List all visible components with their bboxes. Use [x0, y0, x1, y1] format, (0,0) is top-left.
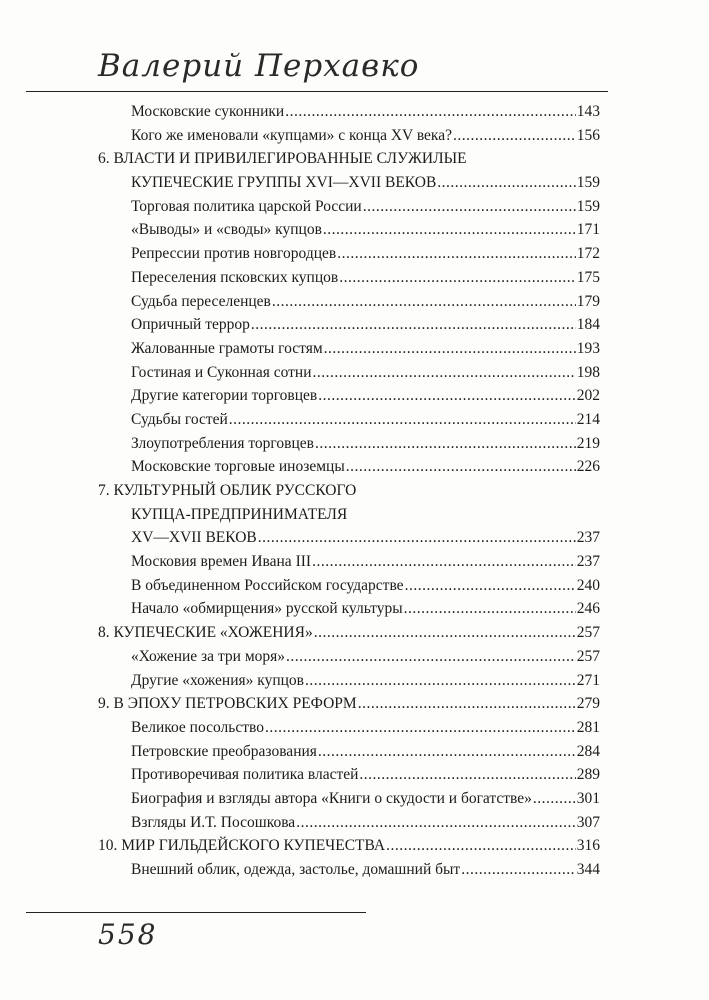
toc-entry-title: Кого же именовали «купцами» с конца XV века?	[131, 126, 452, 144]
leader-dots	[286, 645, 576, 669]
leader-dots	[285, 100, 576, 124]
toc-entry[interactable]	[98, 763, 600, 787]
toc-entry[interactable]	[98, 574, 600, 598]
toc-entry-page: 202	[576, 387, 600, 405]
toc-entry-page: 159	[576, 197, 600, 215]
toc-entry[interactable]	[98, 384, 600, 408]
leader-dots	[312, 550, 576, 574]
leader-dots	[314, 621, 576, 645]
toc-entry-title: Начало «обмирщения» русской культуры	[131, 600, 403, 618]
chapter-8-page: 257	[576, 624, 600, 642]
toc-entry-title: Другие «хожения» купцов	[131, 671, 304, 689]
toc-entry-title: Московские торговые иноземцы	[131, 458, 345, 476]
toc-entry[interactable]	[98, 787, 600, 811]
toc-entry[interactable]	[98, 858, 600, 882]
toc-entry-title: Взгляды И.Т. Посошкова	[131, 813, 296, 831]
leader-dots	[265, 716, 576, 740]
toc-entry-title: Гостиная и Суконная сотни	[131, 363, 312, 381]
header-rule	[26, 91, 608, 92]
leader-dots	[386, 834, 576, 858]
toc-entry[interactable]	[98, 740, 600, 764]
leader-dots	[313, 361, 576, 385]
chapter-7-title-line3: XV—XVII ВЕКОВ	[131, 529, 257, 547]
toc-entry-title: «Выводы» и «своды» купцов	[131, 221, 322, 239]
leader-dots	[405, 574, 576, 598]
leader-dots	[258, 526, 576, 550]
toc-entry-page: 246	[576, 600, 600, 618]
toc-entry-title: Репрессии против новгородцев	[131, 245, 337, 263]
chapter-8-heading[interactable]	[98, 621, 600, 645]
toc-entry-page: 344	[576, 861, 600, 878]
leader-dots	[324, 337, 576, 361]
chapter-9-title: 9. В ЭПОХУ ПЕТРОВСКИХ РЕФОРМ	[98, 695, 357, 713]
toc-entry-page: 257	[576, 647, 600, 665]
toc-entry-page: 226	[576, 458, 600, 476]
chapter-7-heading[interactable]	[98, 526, 600, 550]
toc-entry-page: 271	[576, 671, 600, 689]
chapter-9-heading[interactable]	[98, 692, 600, 716]
toc-entry[interactable]	[98, 550, 600, 574]
toc-entry[interactable]	[98, 716, 600, 740]
chapter-7-title-line1[interactable]: 7. КУЛЬТУРНЫЙ ОБЛИК РУССКОГО	[98, 482, 357, 499]
toc-entry-page: 179	[576, 292, 600, 310]
leader-dots	[337, 242, 576, 266]
page-number: 558	[98, 918, 158, 951]
leader-dots	[323, 218, 576, 242]
toc-entry[interactable]	[98, 218, 600, 242]
running-header-author: Валерий Перхавко	[98, 48, 420, 84]
toc-entry-page: 156	[576, 126, 600, 144]
toc-entry[interactable]	[98, 337, 600, 361]
toc-entry-page: 237	[576, 553, 600, 571]
chapter-6-page: 159	[576, 174, 600, 192]
toc-entry[interactable]	[98, 669, 600, 693]
leader-dots	[318, 740, 576, 764]
toc-entry-title: Торговая политика царской России	[131, 197, 362, 215]
chapter-6-title-line1[interactable]: 6. ВЛАСТИ И ПРИВИЛЕГИРОВАННЫЕ СЛУЖИЛЫЕ	[98, 150, 467, 168]
toc-entry[interactable]	[98, 432, 600, 456]
toc-entry-page: 289	[576, 766, 600, 784]
toc-entry-page: 240	[576, 576, 600, 594]
chapter-7-title-line2[interactable]: КУПЦА-ПРЕДПРИНИМАТЕЛЯ	[131, 505, 348, 523]
chapter-8-title: 8. КУПЕЧЕСКИЕ «ХОЖЕНИЯ»	[98, 624, 313, 642]
leader-dots	[339, 266, 576, 290]
toc-entry-page: 184	[576, 316, 600, 334]
toc-entry-title: Переселения псковских купцов	[131, 268, 339, 286]
leader-dots	[346, 455, 576, 479]
toc-entry-title: Противоречивая политика властей	[131, 766, 359, 784]
leader-dots	[404, 597, 576, 621]
toc-entry-title: Злоупотребления торговцев	[131, 434, 314, 452]
toc-entry-page: 307	[576, 813, 600, 831]
toc-entry-page: 281	[576, 718, 600, 736]
leader-dots	[296, 811, 576, 835]
toc-entry-title: Судьба переселенцев	[131, 292, 271, 310]
toc-entry[interactable]	[98, 124, 600, 148]
chapter-10-page: 316	[576, 837, 600, 855]
toc-entry-page: 198	[576, 363, 600, 381]
leader-dots	[315, 432, 576, 456]
toc-entry-page: 172	[576, 245, 600, 263]
toc-entry[interactable]	[98, 455, 600, 479]
toc-entry-page: 171	[576, 221, 600, 239]
toc-entry-page: 301	[576, 789, 600, 807]
leader-dots	[318, 384, 576, 408]
toc-entry-title: Биография и взгляды автора «Книги о скудости и богатстве»	[131, 789, 532, 807]
leader-dots	[229, 408, 576, 432]
leader-dots	[251, 313, 576, 337]
chapter-6-title-line2: КУПЕЧЕСКИЕ ГРУППЫ XVI—XVII ВЕКОВ	[131, 174, 437, 192]
toc-entry[interactable]	[98, 361, 600, 385]
toc-entry-title: Петровские преобразования	[131, 742, 317, 760]
chapter-10-heading[interactable]	[98, 834, 600, 858]
toc-entry-title: Жалованные грамоты гостям	[131, 339, 323, 357]
toc-entry-page: 193	[576, 339, 600, 357]
toc-entry[interactable]	[98, 645, 600, 669]
leader-dots	[272, 290, 576, 314]
chapter-6-heading[interactable]	[98, 171, 600, 195]
toc-entry[interactable]	[98, 242, 600, 266]
toc-entry-title: Судьбы гостей	[131, 410, 228, 428]
toc-entry-title: Московские суконники	[131, 103, 285, 120]
toc-entry-page: 214	[576, 410, 600, 428]
toc-entry[interactable]	[98, 100, 600, 124]
toc-entry[interactable]	[98, 195, 600, 219]
leader-dots	[461, 858, 576, 882]
toc-entry-title: Московия времен Ивана III	[131, 553, 312, 571]
toc-entry-title: Другие категории торговцев	[131, 387, 318, 405]
toc-entry-title: Внешний облик, одежда, застолье, домашний быт	[131, 861, 461, 878]
toc-entry-title: В объединенном Российском государстве	[131, 576, 404, 594]
chapter-10-title: 10. МИР ГИЛЬДЕЙСКОГО КУПЕЧЕСТВА	[98, 837, 386, 855]
leader-dots	[305, 669, 576, 693]
toc-entry[interactable]	[98, 597, 600, 621]
toc-entry-title: Великое посольство	[131, 718, 264, 736]
toc-entry-title: «Хожение за три моря»	[131, 647, 286, 665]
toc-entry[interactable]	[98, 408, 600, 432]
leader-dots	[358, 692, 576, 716]
toc-entry[interactable]	[98, 313, 600, 337]
toc-entry-page: 175	[576, 268, 600, 286]
table-of-contents	[98, 100, 600, 882]
chapter-9-page: 279	[576, 695, 600, 713]
toc-entry-page: 284	[576, 742, 600, 760]
toc-entry[interactable]	[98, 266, 600, 290]
toc-entry-page: 219	[576, 434, 600, 452]
toc-entry-page: 143	[576, 103, 600, 120]
toc-entry[interactable]	[98, 811, 600, 835]
leader-dots	[533, 787, 576, 811]
leader-dots	[359, 763, 575, 787]
leader-dots	[437, 171, 575, 195]
toc-entry[interactable]	[98, 290, 600, 314]
leader-dots	[453, 124, 576, 148]
chapter-7-page: 237	[576, 529, 600, 547]
leader-dots	[363, 195, 576, 219]
toc-entry-title: Опричный террор	[131, 316, 250, 334]
footer-rule	[26, 912, 366, 913]
